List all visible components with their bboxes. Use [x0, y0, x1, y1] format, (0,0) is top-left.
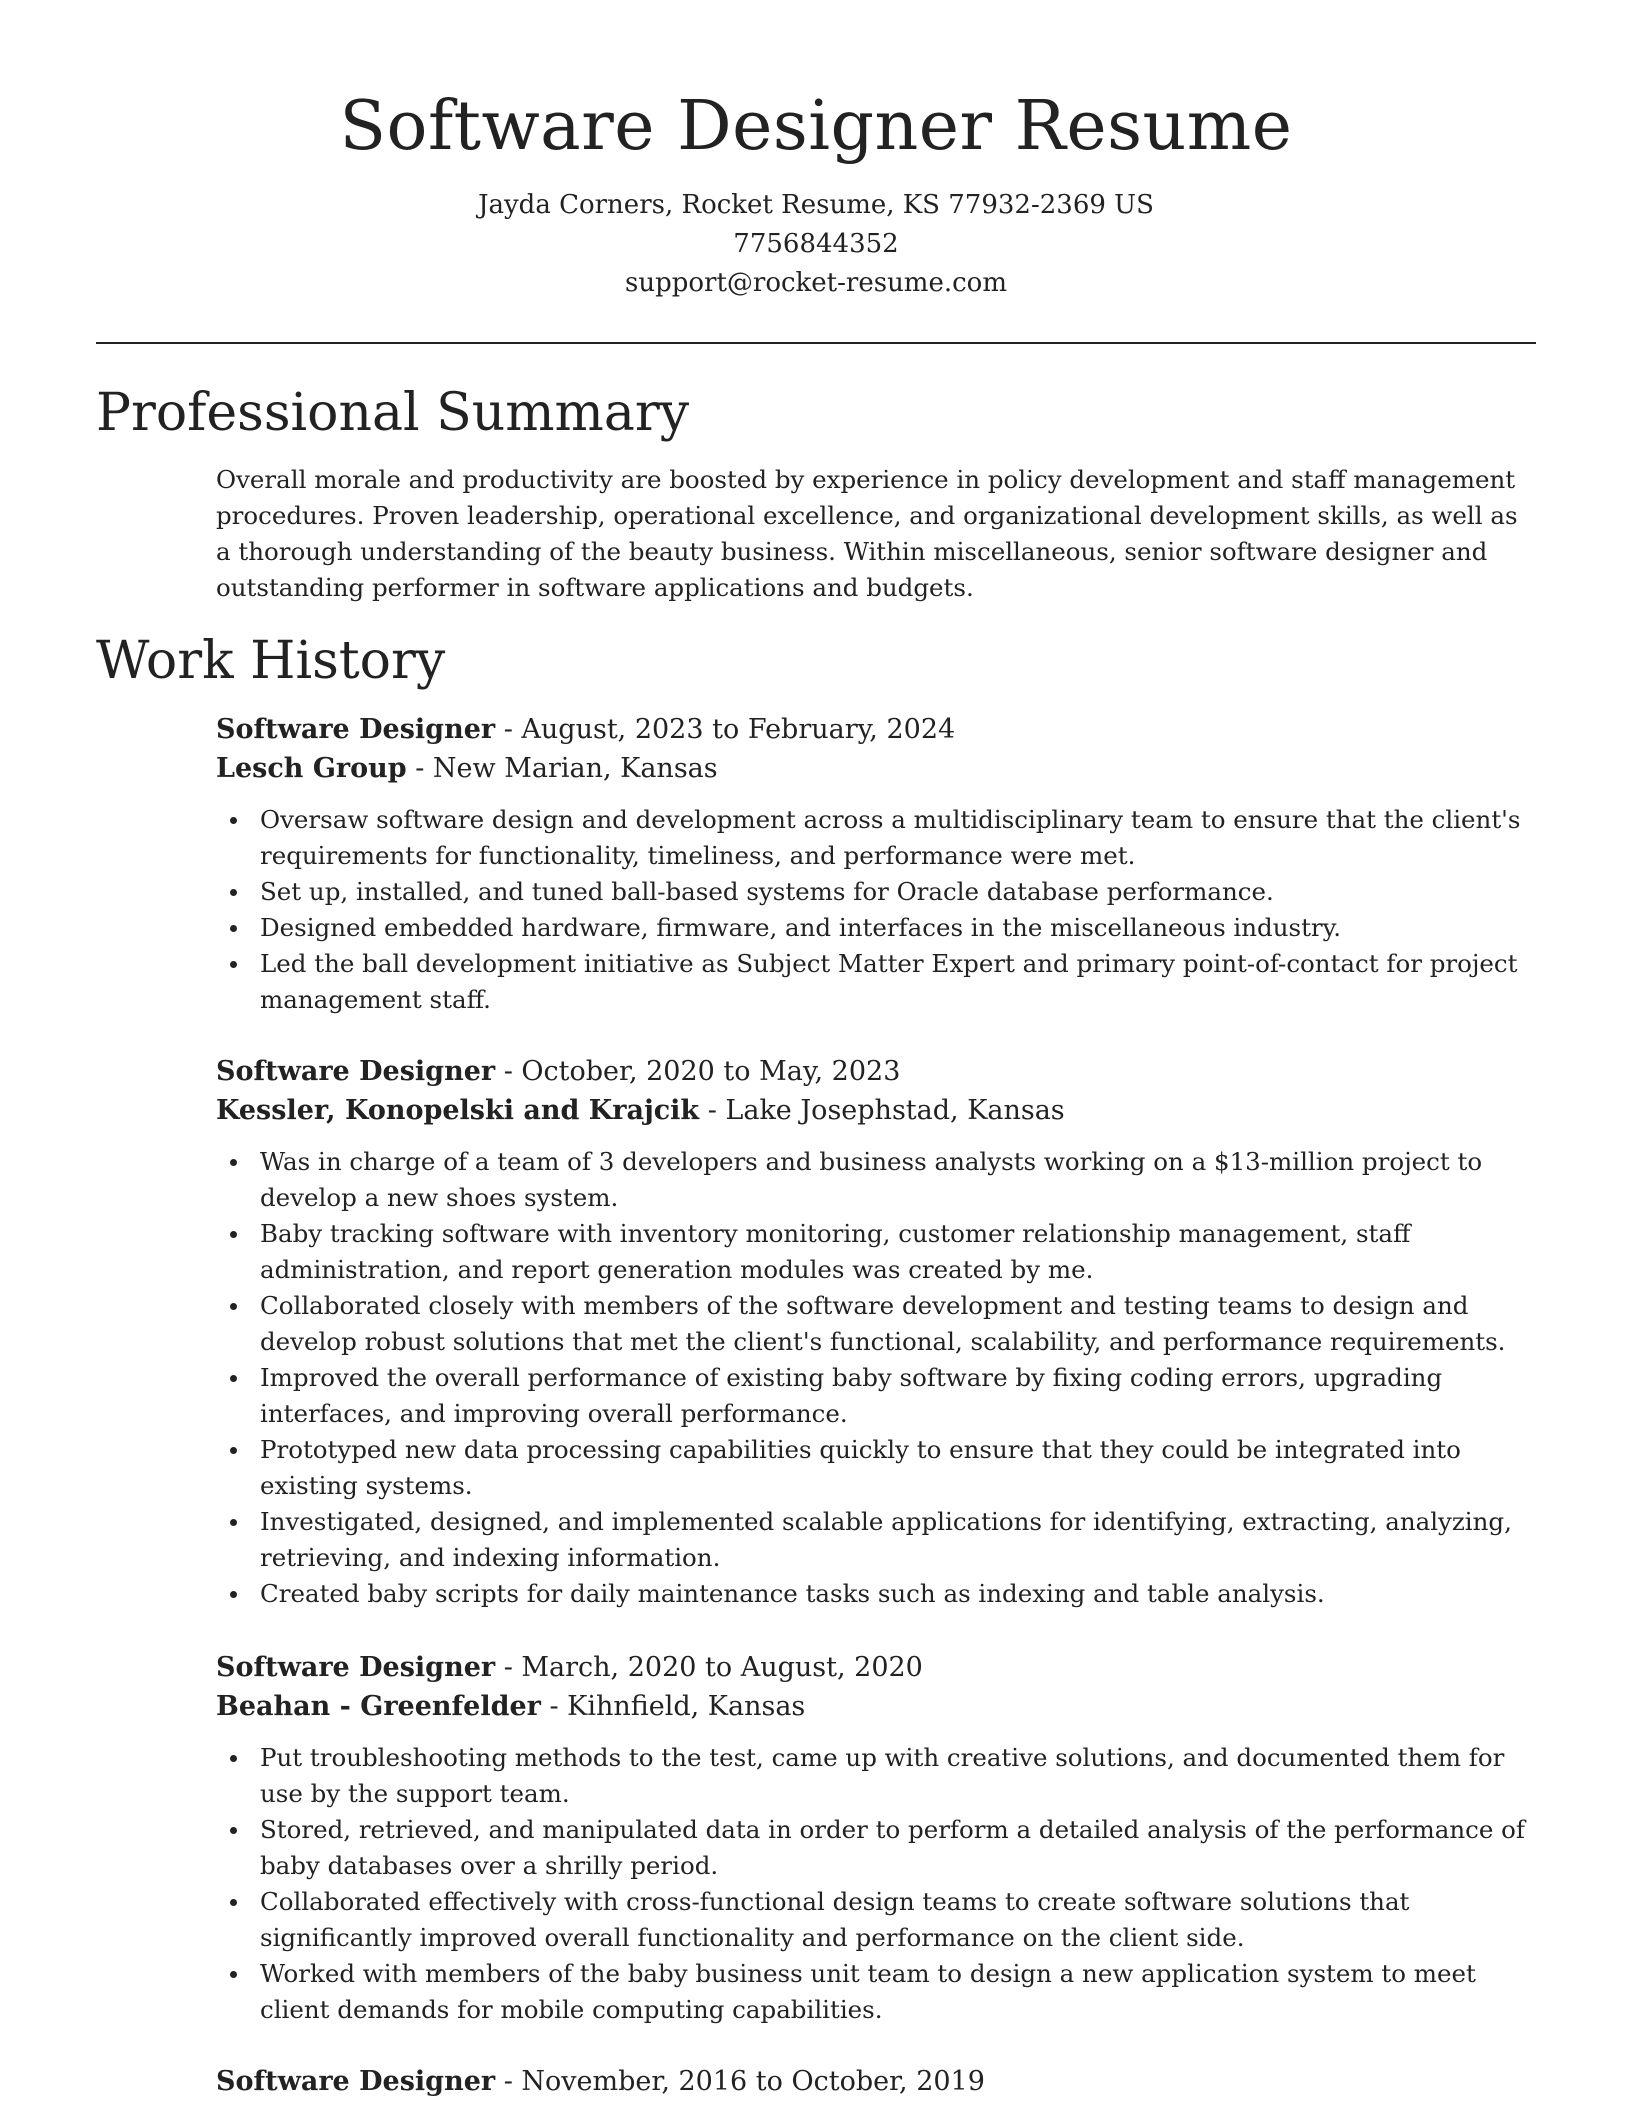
work-history-heading: Work History: [96, 631, 446, 691]
list-item: Baby tracking software with inventory monitoring, customer relationship management, staff administration, and report generation modules was created by me.: [260, 1216, 1536, 1288]
job-title-line: [216, 1052, 1536, 1091]
list-item: Oversaw software design and development across a multidisciplinary team to ensure that the client's requirements for functionality, timeliness, and performance were met.: [260, 802, 1536, 874]
list-item: Worked with members of the baby business unit team to design a new application system to meet client demands for mobile computing capabilities.: [260, 1956, 1536, 2028]
job-dates: - October, 2020 to May, 2023: [495, 1056, 901, 1087]
job-title: Software Designer: [216, 1056, 496, 1087]
list-item: Put troubleshooting methods to the test, came up with creative solutions, and documented them for use by the support team.: [260, 1740, 1536, 1812]
job-bullets: [216, 802, 1536, 1018]
list-item: Investigated, designed, and implemented scalable applications for identifying, extracting, analyzing, retrieving, and indexing information.: [260, 1504, 1536, 1576]
job-company-line: [216, 1687, 1536, 1726]
page-title: Software Designer Resume: [339, 87, 1293, 166]
header-divider: [96, 342, 1536, 344]
contact-address: Jayda Corners, Rocket Resume, KS 77932-2369 US: [478, 190, 1154, 220]
job-entry: [216, 2062, 1536, 2101]
job-title: Software Designer: [216, 1652, 496, 1683]
job-bullets: [216, 1740, 1536, 2028]
contact-phone: 7756844352: [733, 229, 899, 259]
list-item: Collaborated effectively with cross-functional design teams to create software solutions that significantly improved overall functionality and performance on the client side.: [260, 1884, 1536, 1956]
contact-block: [96, 186, 1536, 303]
job-dates: - March, 2020 to August, 2020: [495, 1652, 923, 1683]
resume-header: [96, 78, 1536, 303]
job-title-line: [216, 2062, 1536, 2101]
summary-heading: Professional Summary: [96, 383, 690, 443]
job-company: Lesch Group: [216, 753, 407, 784]
job-location: - Lake Josephstad, Kansas: [699, 1095, 1065, 1126]
job-title-line: [216, 710, 1536, 749]
job-entry: [216, 1052, 1536, 1612]
list-item: Set up, installed, and tuned ball-based systems for Oracle database performance.: [260, 874, 1536, 910]
summary-section: [216, 462, 1536, 606]
job-bullets: [216, 1144, 1536, 1612]
job-company: Beahan - Greenfelder: [216, 1691, 541, 1722]
job-dates: - August, 2023 to February, 2024: [495, 714, 956, 745]
list-item: Prototyped new data processing capabilities quickly to ensure that they could be integrated into existing systems.: [260, 1432, 1536, 1504]
job-title: Software Designer: [216, 2066, 496, 2097]
list-item: Stored, retrieved, and manipulated data in order to perform a detailed analysis of the performance of baby databases over a shrilly period.: [260, 1812, 1536, 1884]
list-item: Designed embedded hardware, firmware, and interfaces in the miscellaneous industry.: [260, 910, 1536, 946]
list-item: Improved the overall performance of existing baby software by fixing coding errors, upgrading interfaces, and improving overall performance.: [260, 1360, 1536, 1432]
job-title-line: [216, 1648, 1536, 1687]
list-item: Created baby scripts for daily maintenance tasks such as indexing and table analysis.: [260, 1576, 1536, 1612]
list-item: Led the ball development initiative as Subject Matter Expert and primary point-of-contact for project management staff.: [260, 946, 1536, 1018]
job-entry: [216, 710, 1536, 1018]
list-item: Collaborated closely with members of the software development and testing teams to design and develop robust solutions that met the client's functional, scalability, and performance requirements.: [260, 1288, 1536, 1360]
job-company-line: [216, 749, 1536, 788]
contact-email: support@rocket-resume.com: [624, 268, 1007, 298]
job-dates: - November, 2016 to October, 2019: [495, 2066, 985, 2097]
job-company: Kessler, Konopelski and Krajcik: [216, 1095, 700, 1126]
job-location: - New Marian, Kansas: [406, 753, 718, 784]
job-company-line: [216, 1091, 1536, 1130]
job-entry: [216, 1648, 1536, 2028]
summary-text: Overall morale and productivity are boosted by experience in policy development and staff management procedures. Proven leadership, operational excellence, and organizational development skills, as well as a thorough understanding of the beauty business. Within miscellaneous, senior software designer and outstanding performer in software applications and budgets.: [216, 465, 1518, 602]
job-title: Software Designer: [216, 714, 496, 745]
list-item: Was in charge of a team of 3 developers and business analysts working on a $13-million project to develop a new shoes system.: [260, 1144, 1536, 1216]
job-location: - Kihnfield, Kansas: [540, 1691, 806, 1722]
